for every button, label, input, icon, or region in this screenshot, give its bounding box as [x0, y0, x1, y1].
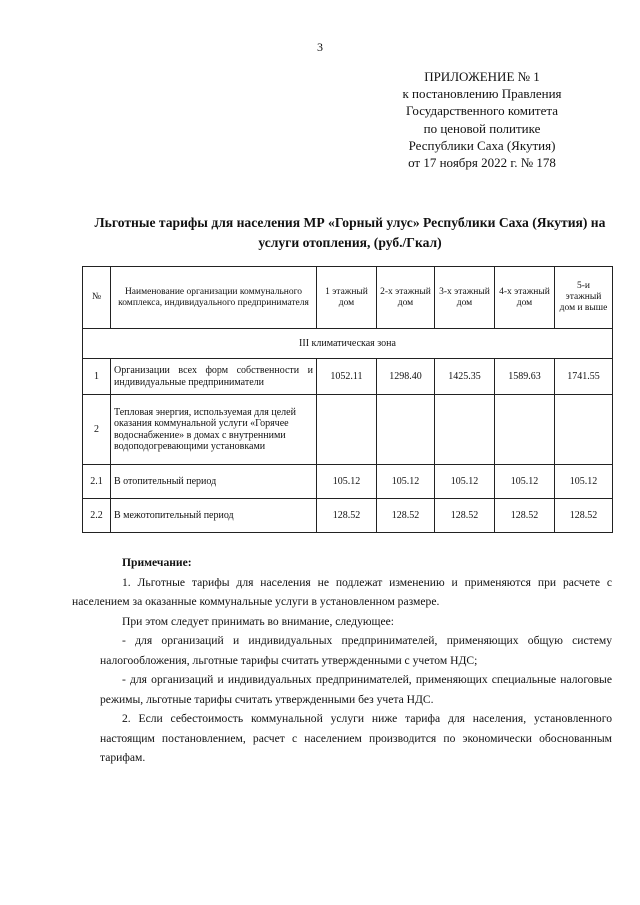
row-value-3: 105.12 — [435, 465, 495, 499]
row-name: В отопительный период — [111, 465, 317, 499]
header-1-floor: 1 этажный дом — [317, 267, 377, 329]
row-num: 2.1 — [83, 465, 111, 499]
document-title: Льготные тарифы для населения МР «Горный улус» Республики Саха (Якутия) на услуги отопления, (руб./Гкал) — [94, 215, 606, 250]
row-value-1: 1052.11 — [317, 359, 377, 395]
note-paragraph-1: 1. Льготные тарифы для населения не подлежат изменению и применяются при расчете с населением за оказанные коммунальные услуги в установленном размере. — [72, 575, 612, 608]
note-paragraph-4: - для организаций и индивидуальных предпринимателей, применяющих специальные налоговые режимы, льготные тарифы считать утвержденными без учета НДС. — [100, 673, 612, 706]
row-num: 2.2 — [83, 499, 111, 533]
note-paragraph-2: При этом следует принимать во внимание, следующее: — [122, 614, 394, 628]
row-value-4: 1589.63 — [495, 359, 555, 395]
row-num: 2 — [83, 395, 111, 465]
header-4-floor: 4-х этажный дом — [495, 267, 555, 329]
row-value-5: 128.52 — [555, 499, 613, 533]
row-name: В межотопительный период — [111, 499, 317, 533]
row-value-3: 1425.35 — [435, 359, 495, 395]
table-row — [83, 395, 613, 465]
tariffs-table — [82, 266, 613, 533]
appendix-line: Республики Саха (Якутия) — [408, 137, 556, 153]
appendix-line: ПРИЛОЖЕНИЕ № 1 — [424, 69, 540, 84]
row-num: 1 — [83, 359, 111, 395]
row-value-5: 105.12 — [555, 465, 613, 499]
header-organization: Наименование организации коммунального комплекса, индивидуального предпринимателя — [111, 267, 317, 329]
zone-row — [83, 329, 613, 359]
climate-zone-label: III климатическая зона — [83, 329, 613, 359]
appendix-line: к постановлению Правления — [402, 86, 562, 102]
row-value-1: 105.12 — [317, 465, 377, 499]
appendix-block — [372, 68, 592, 171]
row-value-4: 105.12 — [495, 465, 555, 499]
notes-heading: Примечание: — [122, 556, 192, 569]
row-value-2 — [377, 395, 435, 465]
header-2-floor: 2-х этажный дом — [377, 267, 435, 329]
appendix-line: Государственного комитета — [406, 103, 558, 119]
header-5-floor: 5-и этажный дом и выше — [555, 267, 613, 329]
row-value-1 — [317, 395, 377, 465]
row-name: Тепловая энергия, используемая для целей оказания коммунальной услуги «Горячее водоснабжение» в домах с внутренними водоподогревающими установками — [111, 395, 317, 465]
page-number: 3 — [317, 40, 323, 54]
table-header-row — [83, 267, 613, 329]
row-name: Организации всех форм собственности и индивидуальные предприниматели — [111, 359, 317, 395]
row-value-3: 128.52 — [435, 499, 495, 533]
row-value-4 — [495, 395, 555, 465]
appendix-line: от 17 ноября 2022 г. № 178 — [408, 155, 556, 171]
row-value-2: 105.12 — [377, 465, 435, 499]
notes-section — [72, 553, 612, 768]
appendix-line: по ценовой политике — [423, 120, 541, 136]
table-row — [83, 359, 613, 395]
row-value-4: 128.52 — [495, 499, 555, 533]
row-value-2: 1298.40 — [377, 359, 435, 395]
row-value-5: 1741.55 — [555, 359, 613, 395]
note-paragraph-3: - для организаций и индивидуальных предпринимателей, применяющих общую систему налогообложения, льготные тарифы считать утвержденными с учетом НДС; — [100, 634, 612, 667]
note-paragraph-5: 2. Если себестоимость коммунальной услуги ниже тарифа для населения, установленного настоящим постановлением, расчет с населением производится по экономически обоснованным тарифам. — [100, 712, 612, 764]
row-value-5 — [555, 395, 613, 465]
row-value-1: 128.52 — [317, 499, 377, 533]
header-3-floor: 3-х этажный дом — [435, 267, 495, 329]
row-value-2: 128.52 — [377, 499, 435, 533]
row-value-3 — [435, 395, 495, 465]
table-row — [83, 499, 613, 533]
header-num: № — [83, 267, 111, 329]
table-row — [83, 465, 613, 499]
